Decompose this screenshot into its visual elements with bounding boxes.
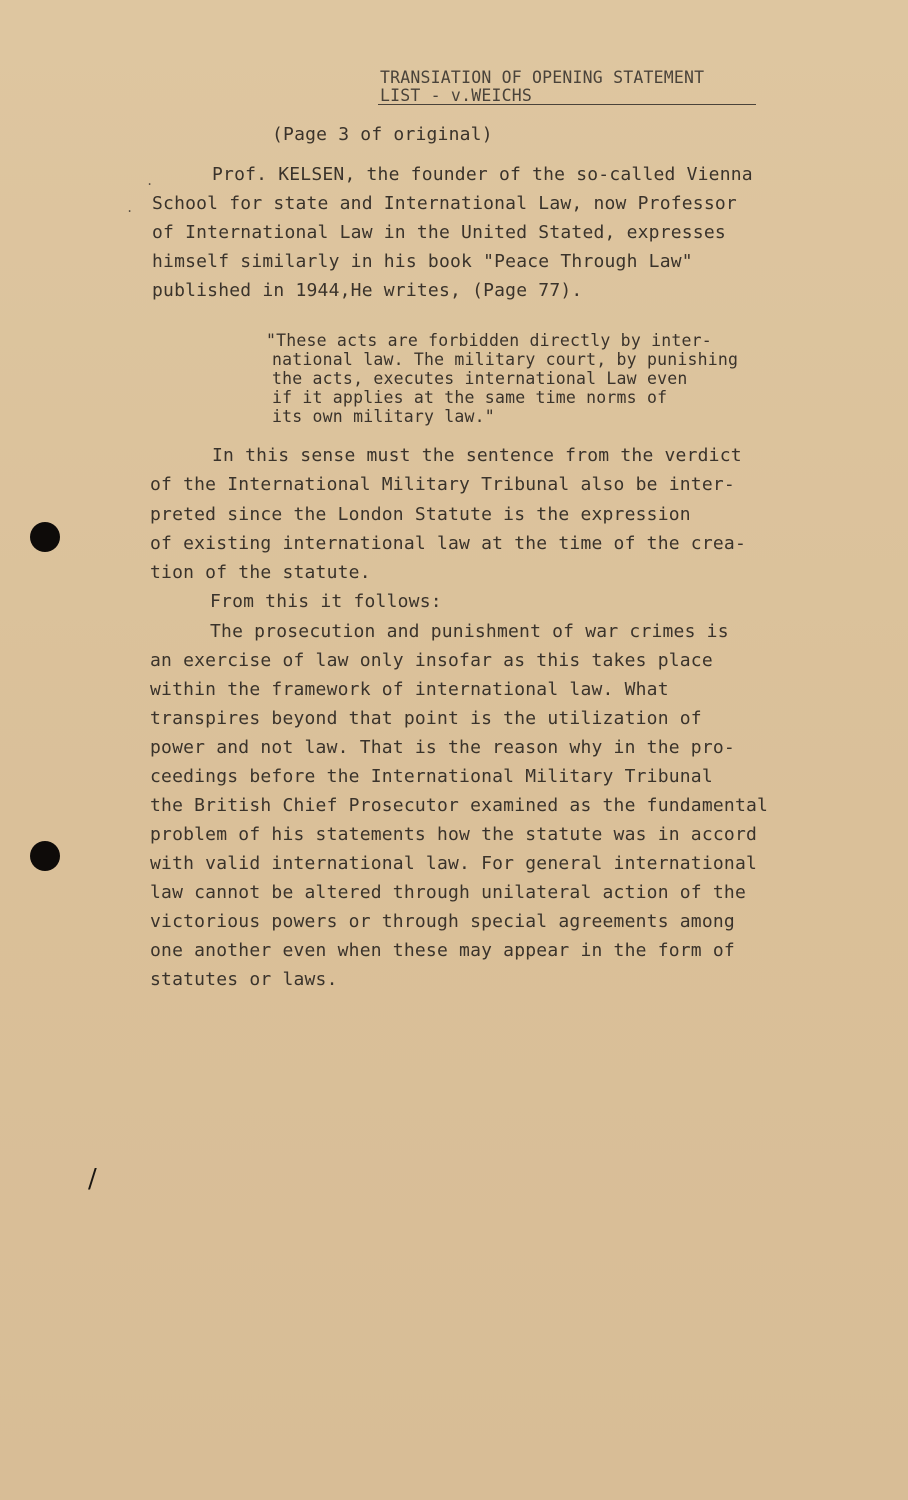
punch-hole-top [30, 522, 60, 552]
text-line: law cannot be altered through unilateral action of the [150, 882, 746, 903]
text-line: of the International Military Tribunal also be inter- [150, 474, 735, 495]
header-underline [378, 104, 756, 105]
quote-line: national law. The military court, by punishing [272, 350, 739, 369]
text-line: within the framework of international law. What [150, 679, 669, 700]
text-line: of existing international law at the time of the crea- [150, 533, 746, 554]
text-line: tion of the statute. [150, 562, 371, 583]
page-reference: (Page 3 of original) [272, 124, 493, 145]
text-line: From this it follows: [210, 591, 442, 612]
header-subtitle: LIST - v.WEICHS [380, 86, 533, 105]
text-line: In this sense must the sentence from the verdict [212, 445, 742, 466]
stray-mark: . [126, 201, 134, 215]
quote-line: "These acts are forbidden directly by inter- [266, 331, 712, 350]
text-line: victorious powers or through special agreements among [150, 911, 735, 932]
text-line: The prosecution and punishment of war crimes is [210, 621, 729, 642]
text-line: problem of his statements how the statute was in accord [150, 824, 758, 845]
text-line: statutes or laws. [150, 969, 338, 990]
text-line: preted since the London Statute is the expression [150, 504, 691, 525]
text-line: with valid international law. For general international [150, 853, 758, 874]
text-line: an exercise of law only insofar as this takes place [150, 650, 713, 671]
stray-mark: . [146, 174, 154, 188]
punch-hole-bottom [30, 841, 60, 871]
quote-line: if it applies at the same time norms of [272, 388, 668, 407]
text-line: ceedings before the International Military Tribunal [150, 766, 713, 787]
text-line: transpires beyond that point is the utilization of [150, 708, 702, 729]
text-line: of International Law in the United Stated, expresses [152, 222, 726, 243]
text-line: School for state and International Law, now Professor [152, 193, 737, 214]
margin-pen-mark: / [88, 1164, 97, 1194]
text-line: Prof. KELSEN, the founder of the so-called Vienna [212, 164, 753, 185]
text-line: himself similarly in his book "Peace Through Law" [152, 251, 693, 272]
quote-line: its own military law." [272, 407, 495, 426]
text-line: one another even when these may appear in the form of [150, 940, 735, 961]
text-line: power and not law. That is the reason why in the pro- [150, 737, 735, 758]
header-title: TRANSIATION OF OPENING STATEMENT [380, 68, 705, 87]
text-line: published in 1944,He writes, (Page 77). [152, 280, 583, 301]
text-line: the British Chief Prosecutor examined as the fundamental [150, 795, 769, 816]
quote-line: the acts, executes international Law even [272, 369, 688, 388]
